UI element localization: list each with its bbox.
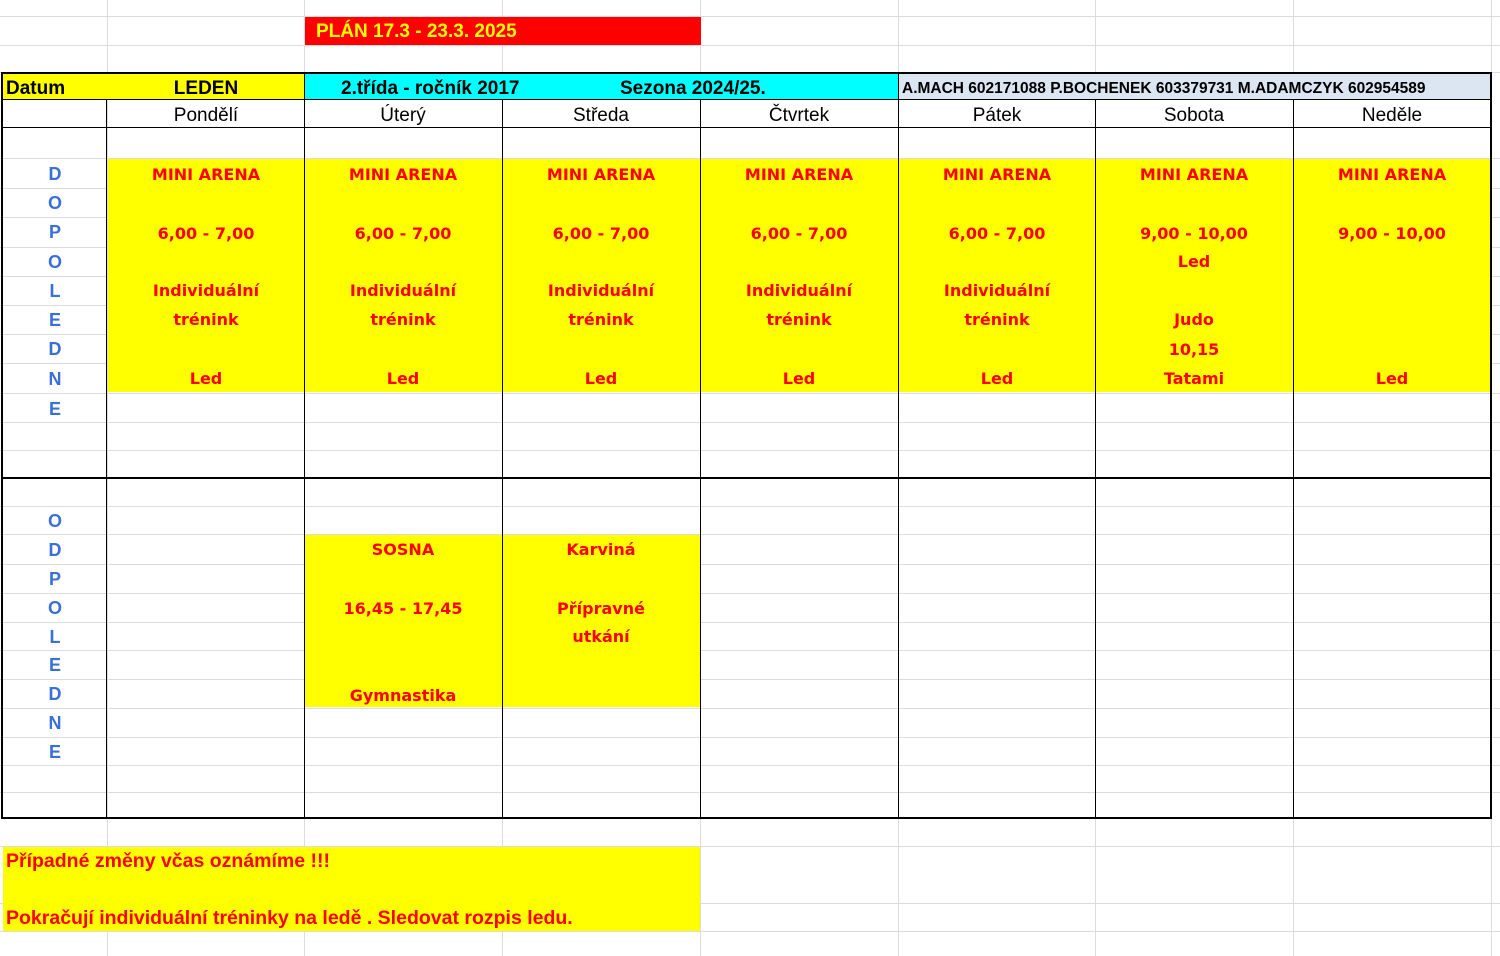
morning-place: MINI ARENA <box>1139 165 1249 184</box>
morning-label-letter: N <box>48 369 62 389</box>
header-season: Sezona 2024/25. <box>620 78 766 99</box>
morning-place: MINI ARENA <box>1337 165 1447 184</box>
afternoon-label-letter: D <box>48 540 62 560</box>
afternoon-label-letter: O <box>47 598 62 618</box>
morning-type: Judo <box>1174 310 1214 329</box>
day-wednesday: Středa <box>573 105 629 126</box>
morning-surface: Led <box>782 369 816 388</box>
morning-type: Individuální <box>547 281 655 300</box>
morning-type: Individuální <box>152 281 260 300</box>
day-thursday: Čtvrtek <box>768 105 830 126</box>
morning-time: 6,00 - 7,00 <box>354 224 452 243</box>
morning-surface: Led <box>189 369 223 388</box>
note-ice-training: Pokračují individuální tréninky na ledě . Sledovat rozpis ledu. <box>6 907 573 929</box>
afternoon-tuesday-place: SOSNA <box>371 540 435 559</box>
morning-place: MINI ARENA <box>546 165 656 184</box>
morning-surface: Led <box>980 369 1014 388</box>
note-changes: Případné změny včas oznámíme !!! <box>6 850 331 872</box>
morning-type: trénink <box>370 310 436 329</box>
afternoon-label-letter: P <box>48 569 61 589</box>
morning-type: trénink <box>568 310 634 329</box>
morning-type: trénink <box>766 310 832 329</box>
afternoon-tuesday-type: Gymnastika <box>349 686 457 705</box>
afternoon-label-letter: N <box>48 713 62 733</box>
header-datum: Datum <box>6 78 66 99</box>
morning-label-letter: D <box>48 164 62 184</box>
day-monday: Pondělí <box>173 105 239 126</box>
day-friday: Pátek <box>972 105 1022 126</box>
afternoon-tuesday-block <box>305 535 502 707</box>
morning-surface: Led <box>584 369 618 388</box>
morning-surface: Led <box>386 369 420 388</box>
morning-place: MINI ARENA <box>348 165 458 184</box>
morning-place: MINI ARENA <box>151 165 261 184</box>
morning-label-letter: E <box>48 310 61 330</box>
header-contacts: A.MACH 602171088 P.BOCHENEK 603379731 M.ADAMCZYK 602954589 <box>902 80 1426 97</box>
afternoon-wednesday-block <box>503 535 700 707</box>
morning-extra: Led <box>1177 252 1211 271</box>
morning-time: 6,00 - 7,00 <box>948 224 1046 243</box>
day-tuesday: Úterý <box>380 105 426 126</box>
afternoon-label-letter: D <box>48 684 62 704</box>
morning-type: trénink <box>964 310 1030 329</box>
afternoon-label-letter: L <box>49 627 61 647</box>
morning-label-letter: O <box>47 193 62 213</box>
afternoon-wednesday-place: Karviná <box>566 540 636 559</box>
morning-judo-time: 10,15 <box>1168 340 1220 359</box>
morning-surface: Tatami <box>1163 369 1225 388</box>
morning-time: 6,00 - 7,00 <box>750 224 848 243</box>
morning-type: Individuální <box>745 281 853 300</box>
morning-label-letter: L <box>49 281 61 301</box>
afternoon-label-letter: E <box>48 742 61 762</box>
morning-type: Individuální <box>943 281 1051 300</box>
morning-time: 9,00 - 10,00 <box>1338 224 1446 243</box>
morning-label-letter: P <box>48 222 61 242</box>
morning-time: 6,00 - 7,00 <box>157 224 255 243</box>
morning-place: MINI ARENA <box>942 165 1052 184</box>
header-class-year: 2.třída - ročník 2017 <box>341 78 520 99</box>
day-sunday: Neděle <box>1361 105 1423 126</box>
morning-label-letter: D <box>48 339 62 359</box>
morning-time: 6,00 - 7,00 <box>552 224 650 243</box>
morning-type: trénink <box>173 310 239 329</box>
afternoon-label-letter: E <box>48 655 61 675</box>
morning-label-letter: O <box>47 252 62 272</box>
afternoon-wednesday-line2: utkání <box>572 627 630 646</box>
morning-time: 9,00 - 10,00 <box>1140 224 1248 243</box>
morning-place: MINI ARENA <box>744 165 854 184</box>
afternoon-tuesday-time: 16,45 - 17,45 <box>343 599 463 618</box>
day-saturday: Sobota <box>1163 105 1225 126</box>
morning-label-letter: E <box>48 399 61 419</box>
morning-surface: Led <box>1375 369 1409 388</box>
header-month: LEDEN <box>173 78 239 99</box>
afternoon-label-letter: O <box>47 511 62 531</box>
plan-title: PLÁN 17.3 - 23.3. 2025 <box>316 21 517 42</box>
morning-type: Individuální <box>349 281 457 300</box>
afternoon-wednesday-line1: Přípravné <box>557 599 645 618</box>
